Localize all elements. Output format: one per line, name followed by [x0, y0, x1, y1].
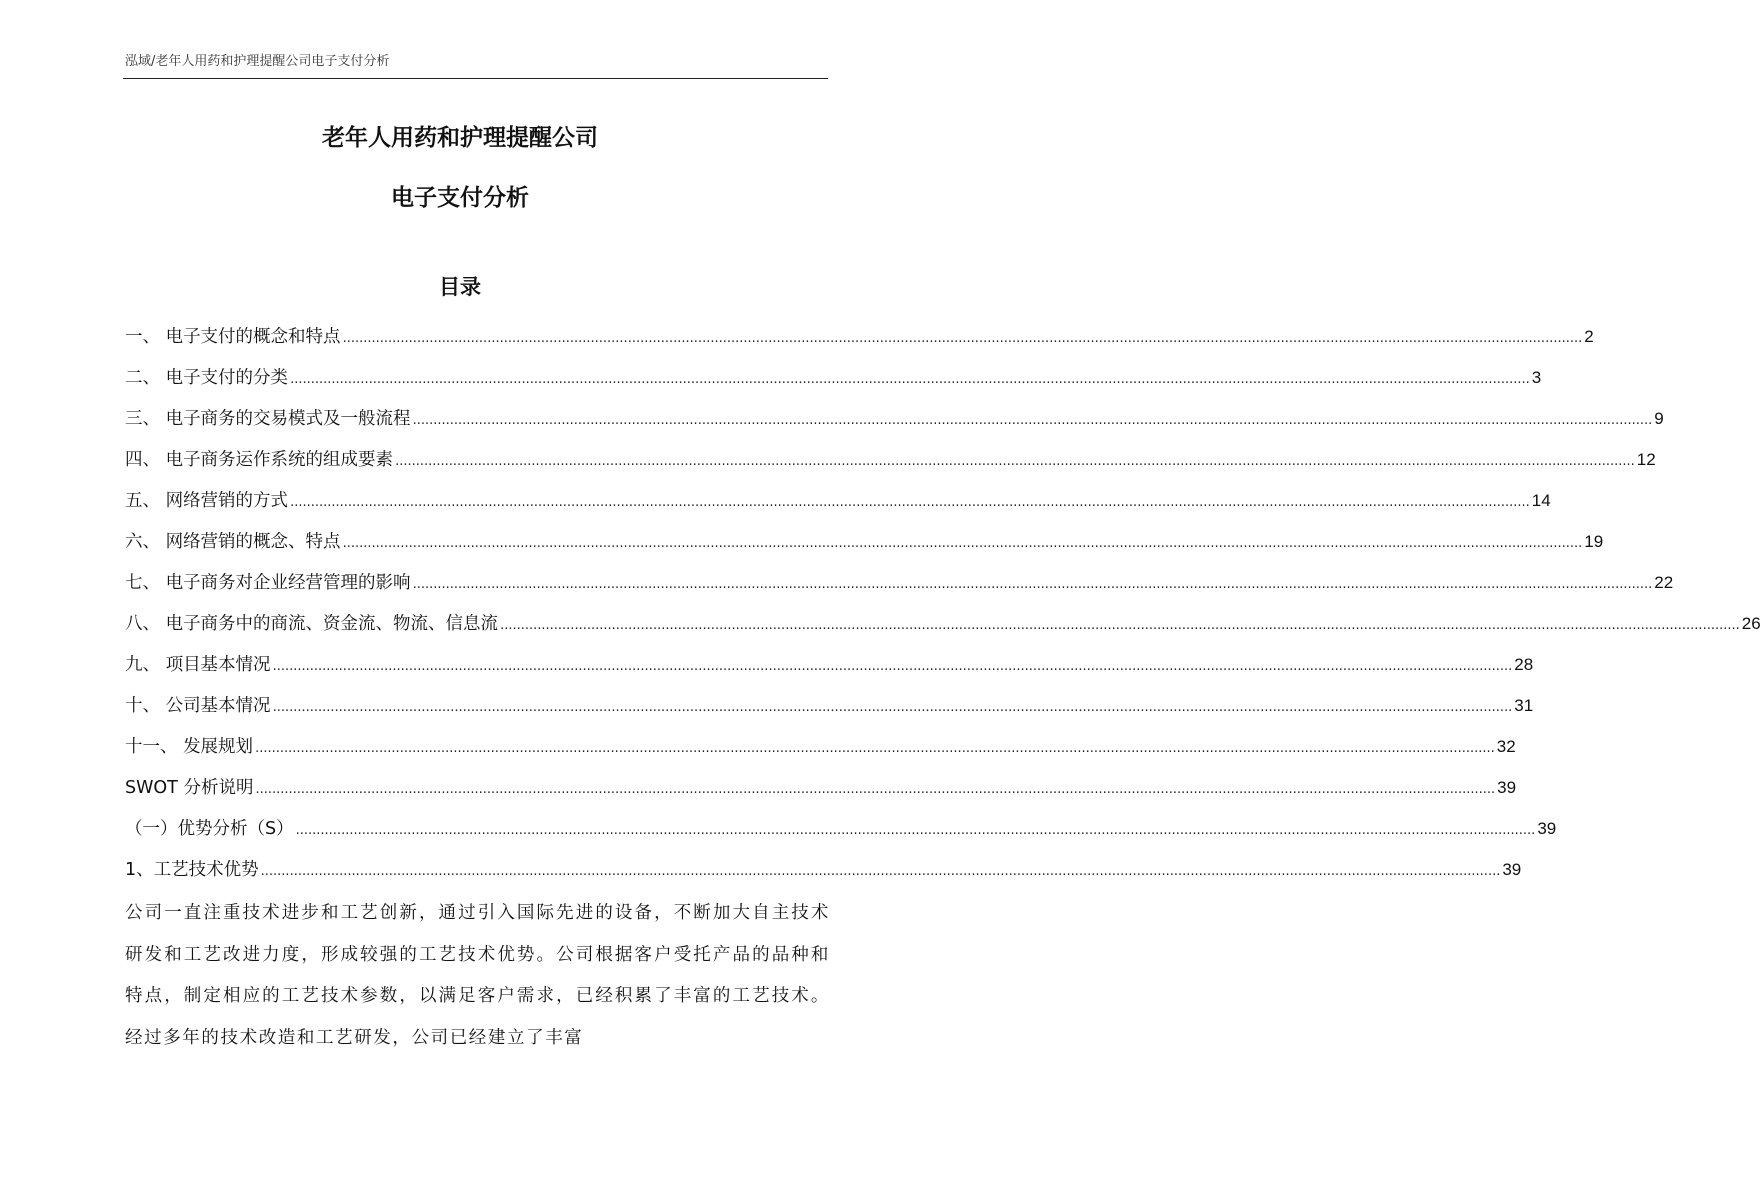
toc-leader-dots: ............................................................................................................................................................................................................................................................................................................: [412, 577, 1653, 592]
toc-entry-page: 26: [1741, 614, 1761, 633]
toc-entry[interactable]: [125, 650, 1534, 691]
toc-leader-dots: ............................................................................................................................................................................................................................................................................................................: [290, 495, 1530, 510]
toc-entry-label: 七、 电子商务对企业经营管理的影响: [125, 573, 411, 593]
toc-entry[interactable]: [125, 486, 1551, 527]
toc-leader-dots: ............................................................................................................................................................................................................................................................................................................: [255, 741, 1495, 756]
toc-entry-label: 九、 项目基本情况: [125, 655, 271, 675]
toc-entry[interactable]: [125, 814, 1557, 855]
toc-entry[interactable]: [125, 773, 1517, 814]
toc-entry-page: 31: [1514, 696, 1534, 715]
toc-leader-dots: ............................................................................................................................................................................................................................................................................................................: [500, 618, 1740, 633]
header-divider: [123, 78, 828, 79]
toc-entry-page: 28: [1514, 655, 1534, 674]
toc-entry-label: 六、 网络营销的概念、特点: [125, 532, 341, 552]
document-title: 老年人用药和护理提醒公司: [322, 125, 598, 151]
toc-entry[interactable]: [125, 527, 1604, 568]
toc-entry[interactable]: [125, 609, 1761, 650]
toc-leader-dots: ............................................................................................................................................................................................................................................................................................................: [342, 536, 1583, 551]
toc-entry-label: （一）优势分析（S）: [125, 819, 294, 839]
document-subtitle: 电子支付分析: [391, 185, 529, 211]
toc-entry-label: SWOT 分析说明: [125, 778, 254, 798]
toc-entry[interactable]: [125, 445, 1656, 486]
toc-entry-page: 9: [1654, 409, 1664, 428]
toc-entry-page: 32: [1496, 737, 1516, 756]
table-of-contents: [125, 322, 1761, 896]
toc-leader-dots: ............................................................................................................................................................................................................................................................................................................: [395, 454, 1635, 469]
toc-entry-label: 十、 公司基本情况: [125, 696, 271, 716]
toc-entry[interactable]: [125, 568, 1674, 609]
toc-entry-page: 19: [1584, 532, 1604, 551]
body-paragraph: 公司一直注重技术进步和工艺创新，通过引入国际先进的设备，不断加大自主技术研发和工艺改进力度，形成较强的工艺技术优势。公司根据客户受托产品的品种和特点，制定相应的工艺技术参数，以满足客户需求，已经积累了丰富的工艺技术。经过多年的技术改造和工艺研发，公司已经建立了丰富: [125, 903, 830, 1048]
toc-leader-dots: ............................................................................................................................................................................................................................................................................................................: [290, 372, 1530, 387]
toc-entry-label: 一、 电子支付的概念和特点: [125, 327, 341, 347]
toc-entry-page: 39: [1502, 860, 1522, 879]
toc-entry-page: 2: [1584, 327, 1594, 346]
toc-heading: 目录: [439, 275, 481, 299]
running-header: 泓域/老年人用药和护理提醒公司电子支付分析: [125, 54, 390, 69]
toc-leader-dots: ............................................................................................................................................................................................................................................................................................................: [272, 700, 1513, 715]
toc-entry-label: 四、 电子商务运作系统的组成要素: [125, 450, 394, 470]
toc-entry-label: 1、工艺技术优势: [125, 860, 259, 880]
toc-entry[interactable]: [125, 855, 1522, 896]
toc-entry-label: 五、 网络营销的方式: [125, 491, 289, 511]
toc-leader-dots: ............................................................................................................................................................................................................................................................................................................: [342, 331, 1583, 346]
toc-entry[interactable]: [125, 732, 1516, 773]
toc-entry-page: 3: [1531, 368, 1542, 387]
toc-entry-page: 39: [1537, 819, 1557, 838]
toc-entry-page: 12: [1636, 450, 1656, 469]
toc-leader-dots: ............................................................................................................................................................................................................................................................................................................: [272, 659, 1513, 674]
toc-leader-dots: ............................................................................................................................................................................................................................................................................................................: [260, 864, 1501, 879]
toc-entry-label: 二、 电子支付的分类: [125, 368, 289, 388]
toc-entry[interactable]: [125, 404, 1664, 445]
toc-entry[interactable]: [125, 691, 1534, 732]
toc-entry-page: 39: [1497, 778, 1517, 797]
toc-entry-page: 22: [1654, 573, 1674, 592]
toc-leader-dots: ............................................................................................................................................................................................................................................................................................................: [295, 823, 1536, 838]
toc-entry[interactable]: [125, 363, 1542, 404]
toc-entry-page: 14: [1531, 491, 1551, 510]
toc-leader-dots: ............................................................................................................................................................................................................................................................................................................: [412, 413, 1653, 428]
toc-entry[interactable]: [125, 322, 1594, 363]
toc-entry-label: 三、 电子商务的交易模式及一般流程: [125, 409, 411, 429]
toc-leader-dots: ............................................................................................................................................................................................................................................................................................................: [255, 782, 1496, 797]
toc-entry-label: 八、 电子商务中的商流、资金流、物流、信息流: [125, 614, 499, 634]
toc-entry-label: 十一、 发展规划: [125, 737, 254, 757]
